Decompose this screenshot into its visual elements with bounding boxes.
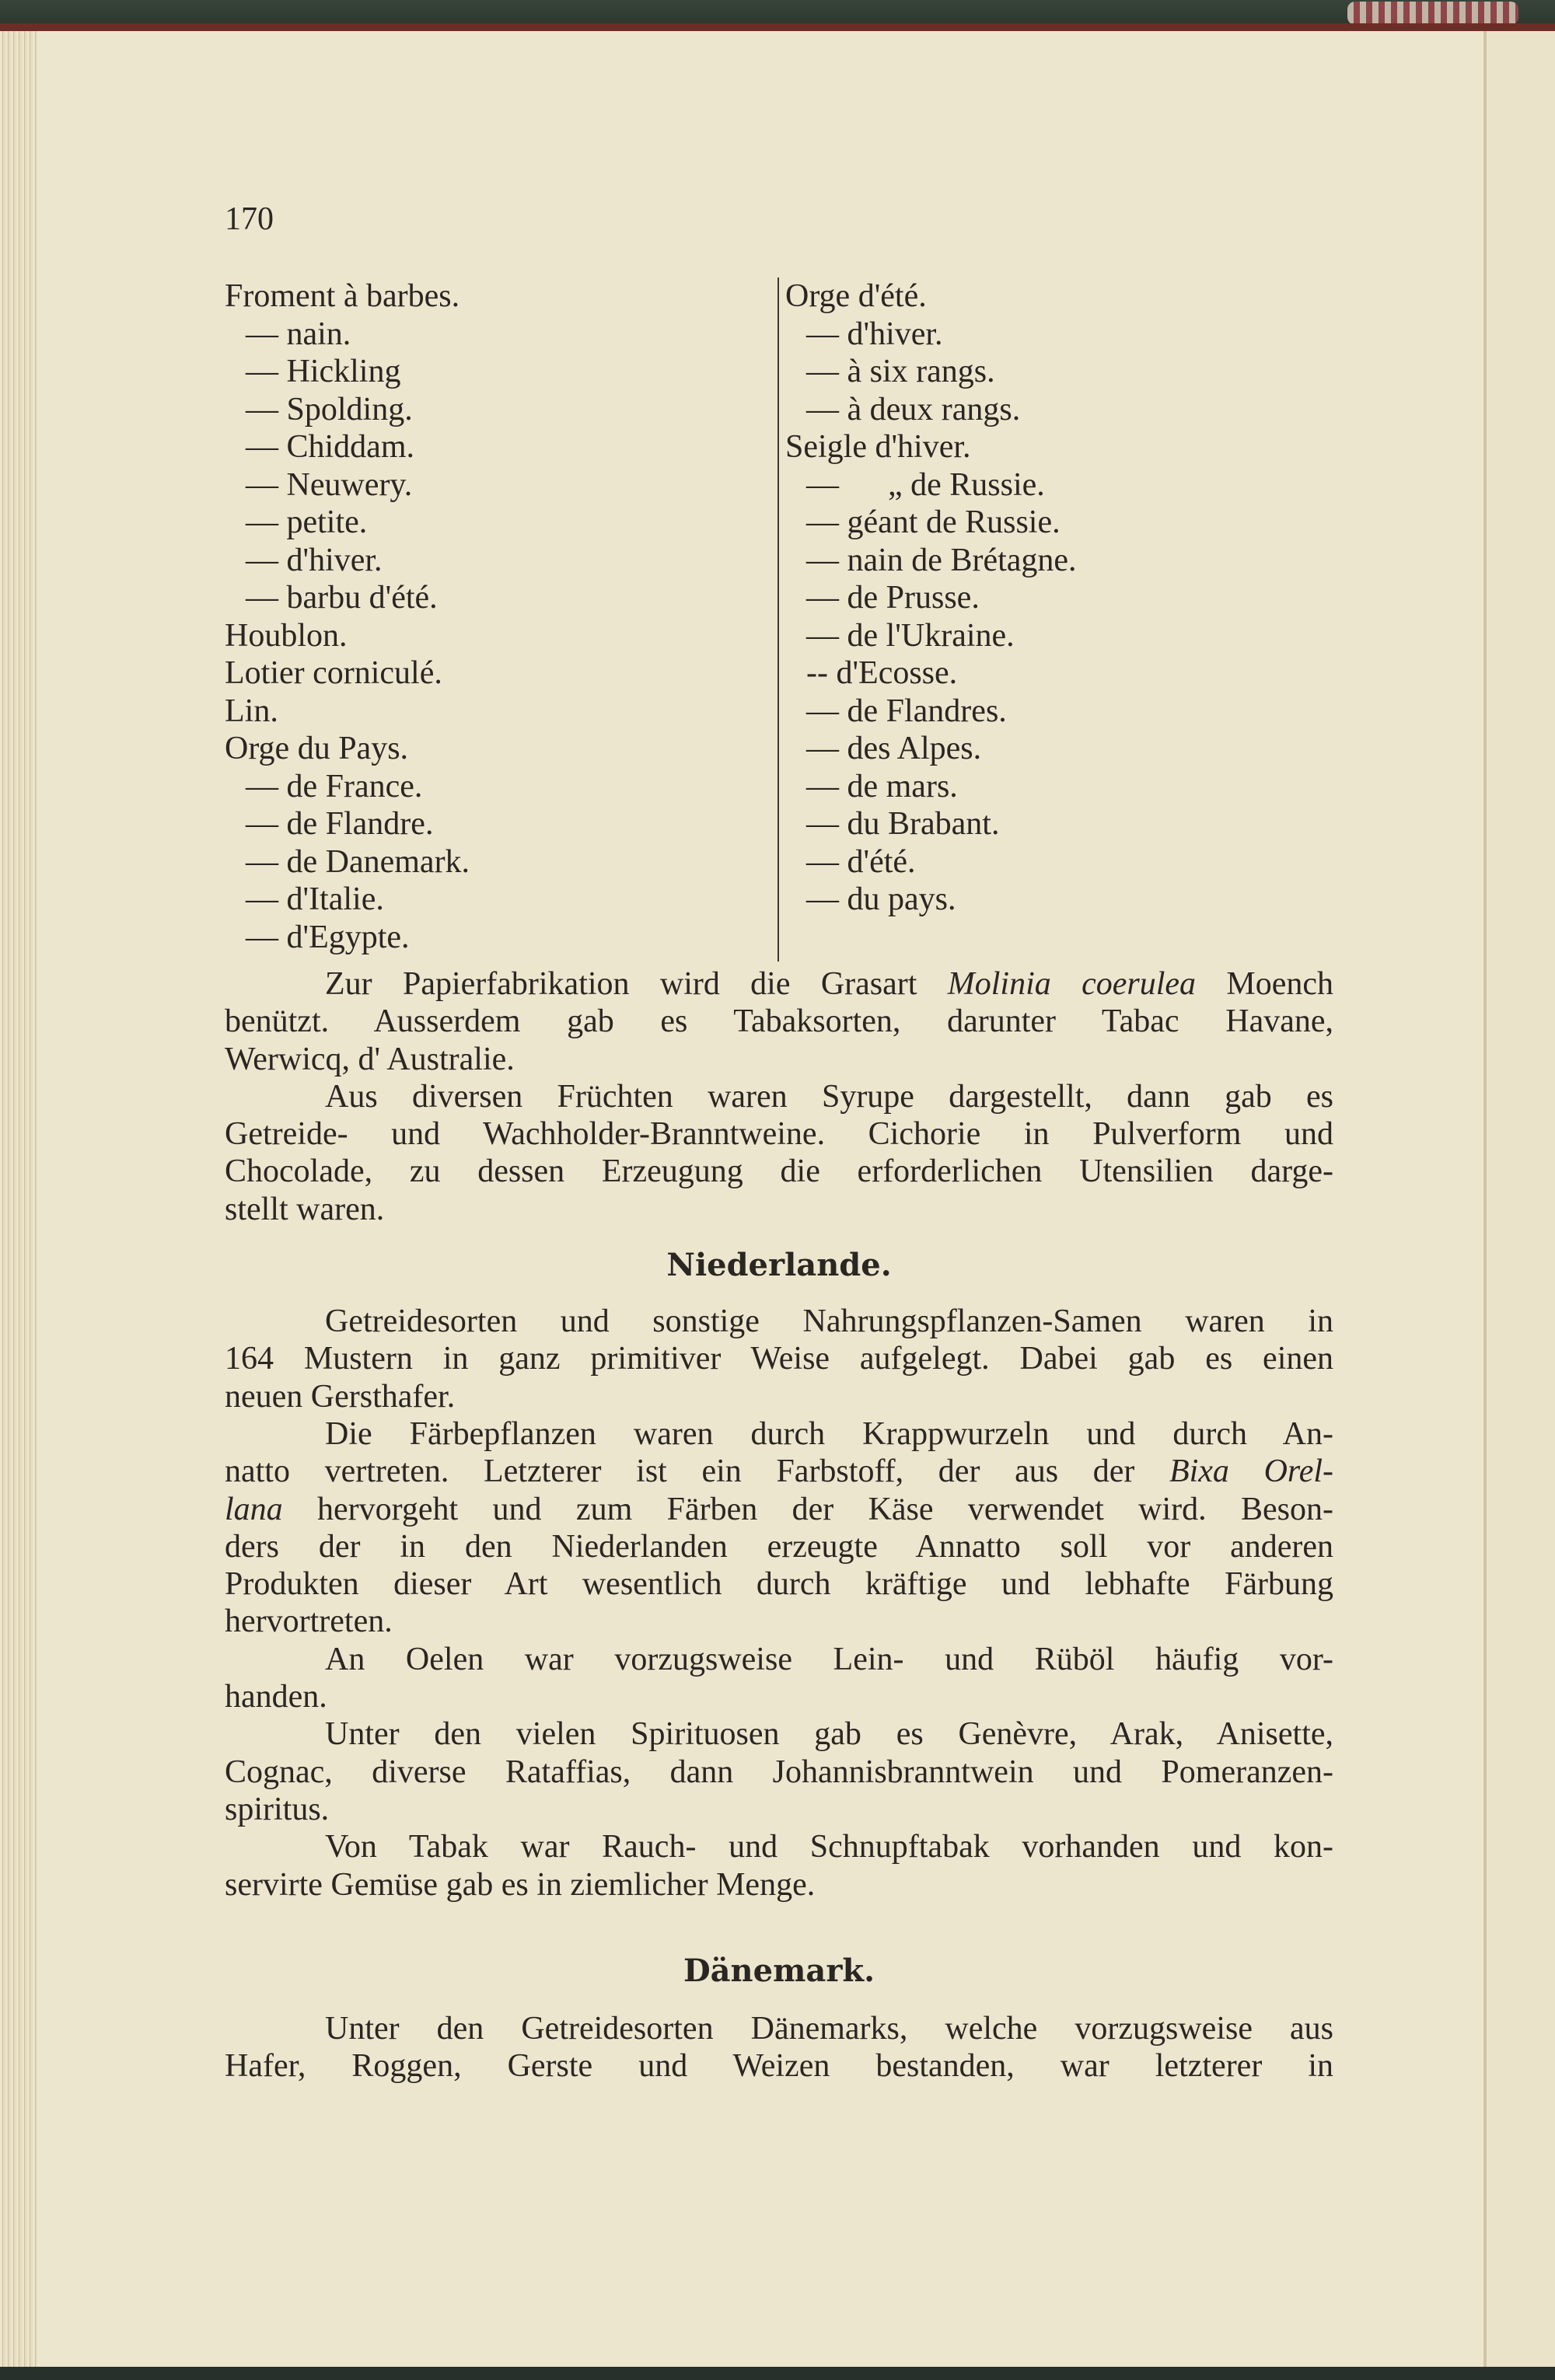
text-line: Unter den vielen Spirituosen gab es Genèvre, Arak, Anisette,	[325, 1716, 1333, 1753]
list-item: Houblon.	[225, 617, 348, 654]
paragraph	[225, 1828, 1333, 1904]
list-item: — barbu d'été.	[246, 580, 438, 616]
italic-text: Bixa Orel-	[1169, 1453, 1333, 1490]
scan-background-bottom	[0, 2367, 1555, 2380]
text-line: Produkten dieser Art wesentlich durch kräftige und lebhafte Färbung	[225, 1566, 1333, 1603]
list-item: Lin.	[225, 693, 278, 729]
text-line: stellt waren.	[225, 1191, 385, 1227]
list-item: — Neuwery.	[246, 466, 413, 503]
text-line: neuen Gersthafer.	[225, 1378, 456, 1415]
paragraph	[225, 965, 1333, 1078]
text-segment: Moench	[1196, 966, 1333, 1002]
text-segment: natto vertreten. Letzterer ist ein Farbstoff, der aus der	[225, 1453, 1169, 1490]
text-line: Hafer, Roggen, Gerste und Weizen bestanden, war letzterer in	[225, 2048, 1333, 2085]
text-line: spiritus.	[225, 1791, 330, 1827]
list-item: — d'été.	[806, 843, 916, 880]
book-cover-edge	[0, 23, 1555, 31]
list-item: — d'hiver.	[806, 316, 943, 352]
section-heading: Dänemark.	[683, 1952, 875, 1989]
paragraph	[225, 1715, 1333, 1828]
text-segment: hervorgeht und zum Färben der Käse verwendet wird. Beson-	[282, 1491, 1333, 1527]
text-line: Von Tabak war Rauch- und Schnupftabak vorhanden und kon-	[325, 1829, 1333, 1865]
list-item: — d'Egypte.	[246, 919, 410, 955]
list-item: — de Flandre.	[246, 806, 434, 842]
paragraph	[225, 1415, 1333, 1641]
text-segment: Zur Papierfabrikation wird die Grasart	[325, 966, 948, 1002]
paragraph	[225, 1641, 1333, 1716]
list-item: — d'hiver.	[246, 542, 383, 578]
paragraph	[225, 2010, 1333, 2085]
text-line: benützt. Ausserdem gab es Tabaksorten, darunter Tabac Havane,	[225, 1003, 1333, 1040]
list-item: -- d'Ecosse.	[806, 655, 958, 691]
list-item: — de Flandres.	[806, 693, 1007, 729]
text-line: Aus diversen Früchten waren Syrupe dargestellt, dann gab es	[325, 1078, 1333, 1115]
text-line	[225, 1453, 1333, 1490]
list-item: — de France.	[246, 768, 423, 804]
list-item: — Hickling	[246, 354, 401, 389]
list-item: — à six rangs.	[806, 354, 995, 389]
text-line: Getreidesorten und sonstige Nahrungspflanzen-Samen waren in	[325, 1303, 1333, 1340]
list-item: — nain de Brétagne.	[806, 542, 1077, 578]
text-line: servirte Gemüse gab es in ziemlicher Menge.	[225, 1866, 816, 1903]
paragraph	[225, 1078, 1333, 1228]
list-item: Orge d'été.	[785, 278, 927, 314]
page-stack-edge	[0, 31, 37, 2367]
list-item: — nain.	[246, 316, 351, 352]
list-item: Lotier corniculé.	[225, 655, 442, 691]
text-line: ders der in den Niederlanden erzeugte Annatto soll vor anderen	[225, 1528, 1333, 1565]
italic-text: lana	[225, 1491, 283, 1527]
text-line: Cognac, diverse Rataffias, dann Johannisbranntwein und Pomeranzen-	[225, 1754, 1333, 1790]
list-item: — des Alpes.	[806, 731, 982, 766]
bookmark-ribbon	[1347, 2, 1518, 25]
list-item: Seigle d'hiver.	[785, 429, 971, 465]
column-divider	[778, 277, 779, 961]
list-item: — „ de Russie.	[806, 466, 1045, 503]
list-item: — Spolding.	[246, 391, 413, 427]
text-line: Chocolade, zu dessen Erzeugung die erforderlichen Utensilien darge-	[225, 1153, 1333, 1190]
text-line: 164 Mustern in ganz primitiver Weise aufgelegt. Dabei gab es einen	[225, 1341, 1333, 1377]
list-item: Froment à barbes.	[225, 278, 460, 314]
list-item: — de Danemark.	[246, 843, 470, 880]
list-item: Orge du Pays.	[225, 731, 409, 766]
paragraph	[225, 1303, 1333, 1415]
body-text	[225, 965, 1333, 2085]
list-item: — de l'Ukraine.	[806, 617, 1015, 654]
text-line: Die Färbepflanzen waren durch Krappwurzeln und durch An-	[325, 1415, 1333, 1452]
seed-list-left	[225, 277, 470, 956]
text-line: Werwicq, d' Australie.	[225, 1041, 515, 1077]
list-item: — de Prusse.	[806, 580, 980, 616]
text-line: hervortreten.	[225, 1604, 393, 1640]
text-line	[225, 1491, 1333, 1528]
list-item: — d'Italie.	[246, 881, 384, 917]
list-item: — du pays.	[806, 881, 956, 917]
section-heading: Niederlande.	[666, 1247, 892, 1284]
italic-text: Molinia coerulea	[947, 966, 1197, 1002]
list-item: — du Brabant.	[806, 806, 1000, 842]
text-line: An Oelen war vorzugsweise Lein- und Rüböl häufig vor-	[325, 1641, 1333, 1677]
seed-list-right	[785, 277, 1077, 919]
text-line: Getreide- und Wachholder-Branntweine. Cichorie in Pulverform und	[225, 1116, 1333, 1153]
page-number: 170	[225, 201, 274, 237]
next-page-edge	[1487, 31, 1555, 2367]
list-item: — Chiddam.	[246, 429, 414, 465]
list-item: — à deux rangs.	[806, 391, 1021, 427]
text-line	[225, 965, 1333, 1003]
text-line: handen.	[225, 1679, 327, 1715]
list-item: — petite.	[246, 504, 368, 540]
text-line: Unter den Getreidesorten Dänemarks, welche vorzugsweise aus	[325, 2010, 1333, 2047]
list-item: — géant de Russie.	[806, 504, 1061, 540]
list-item: — de mars.	[806, 768, 958, 804]
